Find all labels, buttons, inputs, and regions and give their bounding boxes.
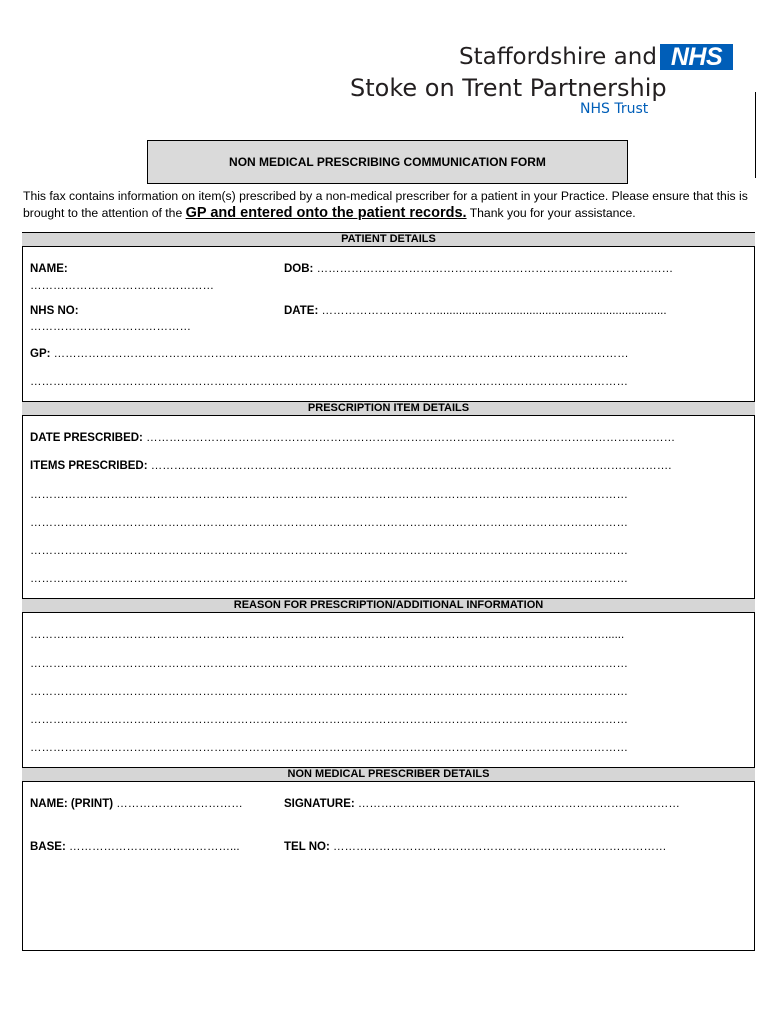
prescriber-tel-field[interactable]: …………………………………………………………………………… <box>333 841 667 853</box>
prescriber-base-row <box>30 840 275 854</box>
items-line-3[interactable]: ………………………………………………………………………………………………………………………………………… <box>30 545 628 557</box>
reason-line-4[interactable]: ………………………………………………………………………………………………………………………………………… <box>30 714 628 726</box>
form-title: NON MEDICAL PRESCRIBING COMMUNICATION FORM <box>229 155 546 169</box>
reason-line-3[interactable]: ………………………………………………………………………………………………………………………………………… <box>30 686 628 698</box>
prescriber-name-label: NAME: (PRINT) <box>30 798 114 810</box>
reason-heading: REASON FOR PRESCRIPTION/ADDITIONAL INFORMATION <box>22 598 755 613</box>
items-line-4[interactable]: ………………………………………………………………………………………………………………………………………… <box>30 573 628 585</box>
patient-nhs-label: NHS NO: <box>30 305 79 317</box>
patient-gp-label: GP: <box>30 348 51 360</box>
patient-date-row <box>284 304 724 318</box>
items-line-1[interactable]: ………………………………………………………………………………………………………………………………………… <box>30 489 628 501</box>
patient-name-row <box>30 262 270 276</box>
prescriber-tel-row <box>284 840 734 854</box>
patient-dob-row <box>284 262 724 276</box>
patient-extra-line[interactable]: ………………………………………………………………………………………………………………………………………… <box>30 376 628 388</box>
reason-line-5[interactable]: ………………………………………………………………………………………………………………………………………… <box>30 742 628 754</box>
patient-nhs-field[interactable]: …………………………………… <box>30 321 191 333</box>
org-name-trust: NHS Trust <box>580 101 649 117</box>
prescriber-base-label: BASE: <box>30 841 66 853</box>
items-prescribed-field[interactable]: ………………………………………………………………………………………………………………………. <box>150 460 672 472</box>
intro-emphasis: GP and entered onto the patient records. <box>185 205 467 221</box>
prescriber-name-row <box>30 797 275 811</box>
prescriber-signature-field[interactable]: ………………………………………………………………………… <box>357 798 680 810</box>
patient-dob-label: DOB: <box>284 263 314 275</box>
items-prescribed-row <box>30 459 745 473</box>
patient-gp-field[interactable]: …………………………………………………………………………………………………………………………………… <box>53 348 629 360</box>
form-title-box <box>147 140 628 184</box>
nhs-logo: NHS <box>660 44 733 70</box>
prescription-details-heading: PRESCRIPTION ITEM DETAILS <box>22 401 755 416</box>
items-prescribed-label: ITEMS PRESCRIBED: <box>30 460 148 472</box>
org-name-line2: Stoke on Trent Partnership <box>350 74 667 102</box>
items-line-2[interactable]: ………………………………………………………………………………………………………………………………………… <box>30 517 628 529</box>
intro-part1: This fax contains information on item(s) prescribed by a non-medical prescriber for a patient in your Practice. Please ensure that this is brought to the attention of the <box>23 189 748 220</box>
prescriber-heading: NON MEDICAL PRESCRIBER DETAILS <box>22 767 755 782</box>
patient-nhs-row <box>30 304 270 318</box>
intro-part2: Thank you for your assistance. <box>466 206 636 220</box>
patient-date-label: DATE: <box>284 305 319 317</box>
patient-date-field[interactable]: …………………………........................................................................ <box>321 305 667 317</box>
date-prescribed-label: DATE PRESCRIBED: <box>30 432 143 444</box>
reason-line-1[interactable]: ……………………………………………………………………………………………………………………………………...... <box>30 629 625 641</box>
margin-rule <box>755 92 756 178</box>
patient-dob-field[interactable]: ………………………………………………………………………………… <box>316 263 674 275</box>
prescriber-signature-row <box>284 797 734 811</box>
prescriber-base-field[interactable]: ……………………………………... <box>68 841 240 853</box>
patient-name-label: NAME: <box>30 263 68 275</box>
intro-text <box>23 188 758 222</box>
patient-name-field[interactable]: ………………………………………… <box>30 280 214 292</box>
prescriber-signature-label: SIGNATURE: <box>284 798 355 810</box>
date-prescribed-field[interactable]: ………………………………………………………………………………………………………………………… <box>146 432 676 444</box>
patient-details-heading: PATIENT DETAILS <box>22 232 755 247</box>
prescriber-tel-label: TEL NO: <box>284 841 330 853</box>
patient-gp-row <box>30 347 735 361</box>
date-prescribed-row <box>30 431 745 445</box>
prescriber-name-field[interactable]: …………………………… <box>116 798 243 810</box>
reason-line-2[interactable]: ………………………………………………………………………………………………………………………………………… <box>30 658 628 670</box>
org-name-line1: Staffordshire and <box>459 44 657 70</box>
